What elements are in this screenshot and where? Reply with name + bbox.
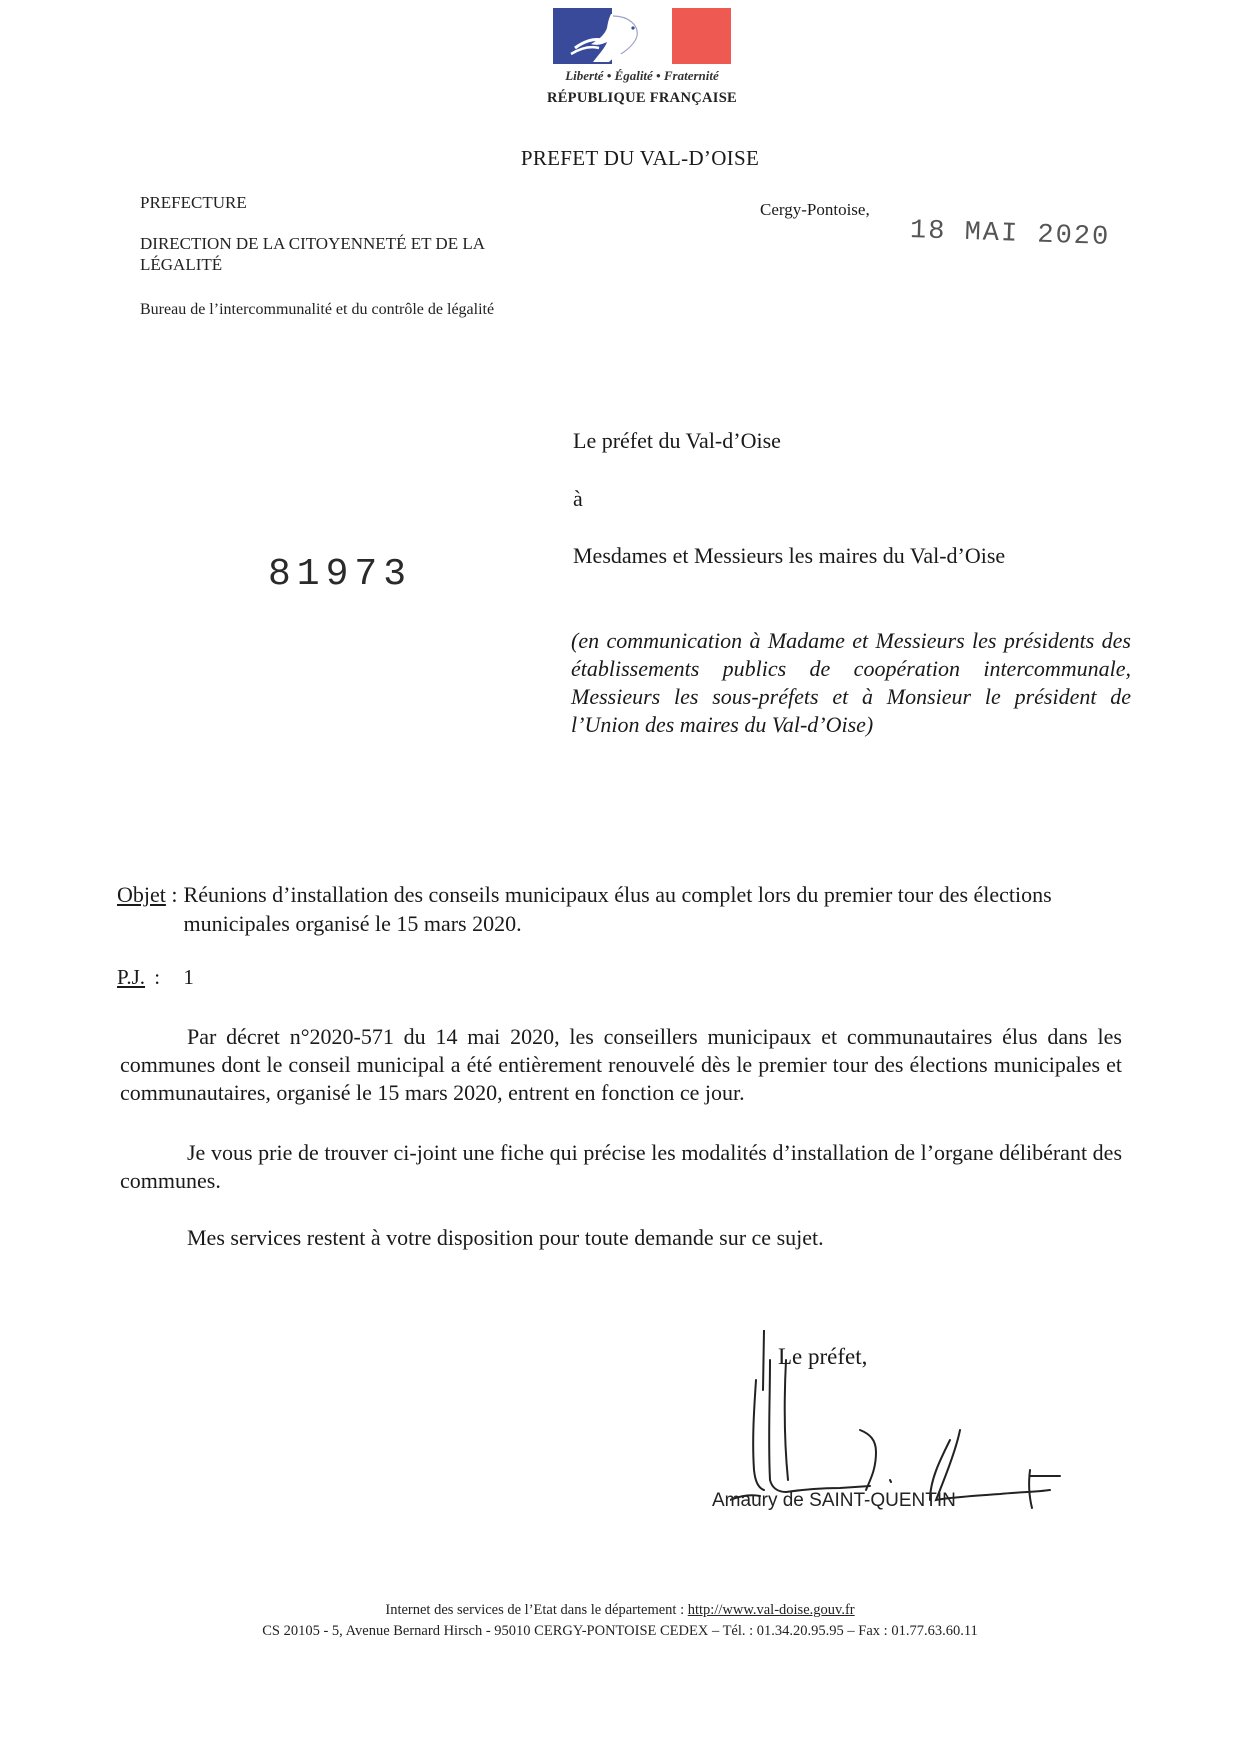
body-paragraph-2-text: Je vous prie de trouver ci-joint une fiche qui précise les modalités d’installation de l’organe délibérant des communes.	[120, 1140, 1122, 1193]
reference-number: 81973	[268, 553, 413, 596]
signature-title: Le préfet,	[778, 1344, 868, 1369]
signer-name: Amaury de SAINT-QUENTIN	[712, 1490, 956, 1511]
addressed-to-word: à	[573, 486, 583, 511]
objet-separator: :	[171, 882, 178, 907]
place-label: Cergy-Pontoise,	[760, 200, 870, 219]
direction-label: DIRECTION DE LA CITOYENNETÉ ET DE LA LÉGALITÉ	[140, 234, 485, 274]
republic-motto: Liberté • Égalité • Fraternité	[565, 68, 719, 83]
footer-website-link[interactable]: http://www.val-doise.gouv.fr	[687, 1602, 855, 1618]
body-paragraph-1	[120, 1023, 1122, 1107]
sender-line: Le préfet du Val-d’Oise	[573, 428, 781, 453]
prefecture-label: PREFECTURE	[140, 193, 247, 212]
objet-row	[117, 880, 1097, 938]
footer-address-line: CS 20105 - 5, Avenue Bernard Hirsch - 95010 CERGY-PONTOISE CEDEX – Tél. : 01.34.20.95.95 – Fax : 01.77.63.60.11	[262, 1623, 978, 1639]
objet-label: Objet	[117, 882, 166, 907]
bureau-label: Bureau de l’intercommunalité et du contrôle de légalité	[140, 301, 495, 318]
pj-separator: :	[154, 965, 161, 989]
footer-website-line	[0, 1602, 1240, 1619]
body-paragraph-2	[120, 1139, 1122, 1195]
body-paragraph-1-text: Par décret n°2020-571 du 14 mai 2020, les conseillers municipaux et communautaires élus dans les communes dont le conseil municipal a été entièrement renouvelé dès le premier tour des élections municipales et communautaires, organisé le 15 mars 2020, entrent en fonction ce jour.	[120, 1024, 1122, 1105]
prefet-header: PREFET DU VAL-D’OISE	[520, 146, 760, 170]
pj-value: 1	[183, 965, 194, 989]
pj-row	[117, 965, 194, 990]
objet-text: Réunions d’installation des conseils municipaux élus au complet lors du premier tour des élections municipales organisé le 15 mars 2020.	[183, 882, 1052, 936]
footer-website-label: Internet des services de l’Etat dans le département :	[385, 1602, 688, 1618]
republic-name: RÉPUBLIQUE FRANÇAISE	[546, 90, 738, 106]
communication-note: (en communication à Madame et Messieurs les présidents des établissements publics de coopération intercommunale, Messieurs les sous-préfets et à Monsieur le président de l’Union des maires du Val-d’Oise)	[571, 628, 1131, 737]
marianne-logo	[553, 8, 731, 64]
recipients-line: Mesdames et Messieurs les maires du Val-d’Oise	[573, 543, 1006, 568]
date-stamp: 18 MAI 2020	[909, 216, 1111, 253]
pj-label: P.J.	[117, 965, 146, 989]
body-paragraph-3: Mes services restent à votre disposition pour toute demande sur ce sujet.	[187, 1225, 824, 1250]
